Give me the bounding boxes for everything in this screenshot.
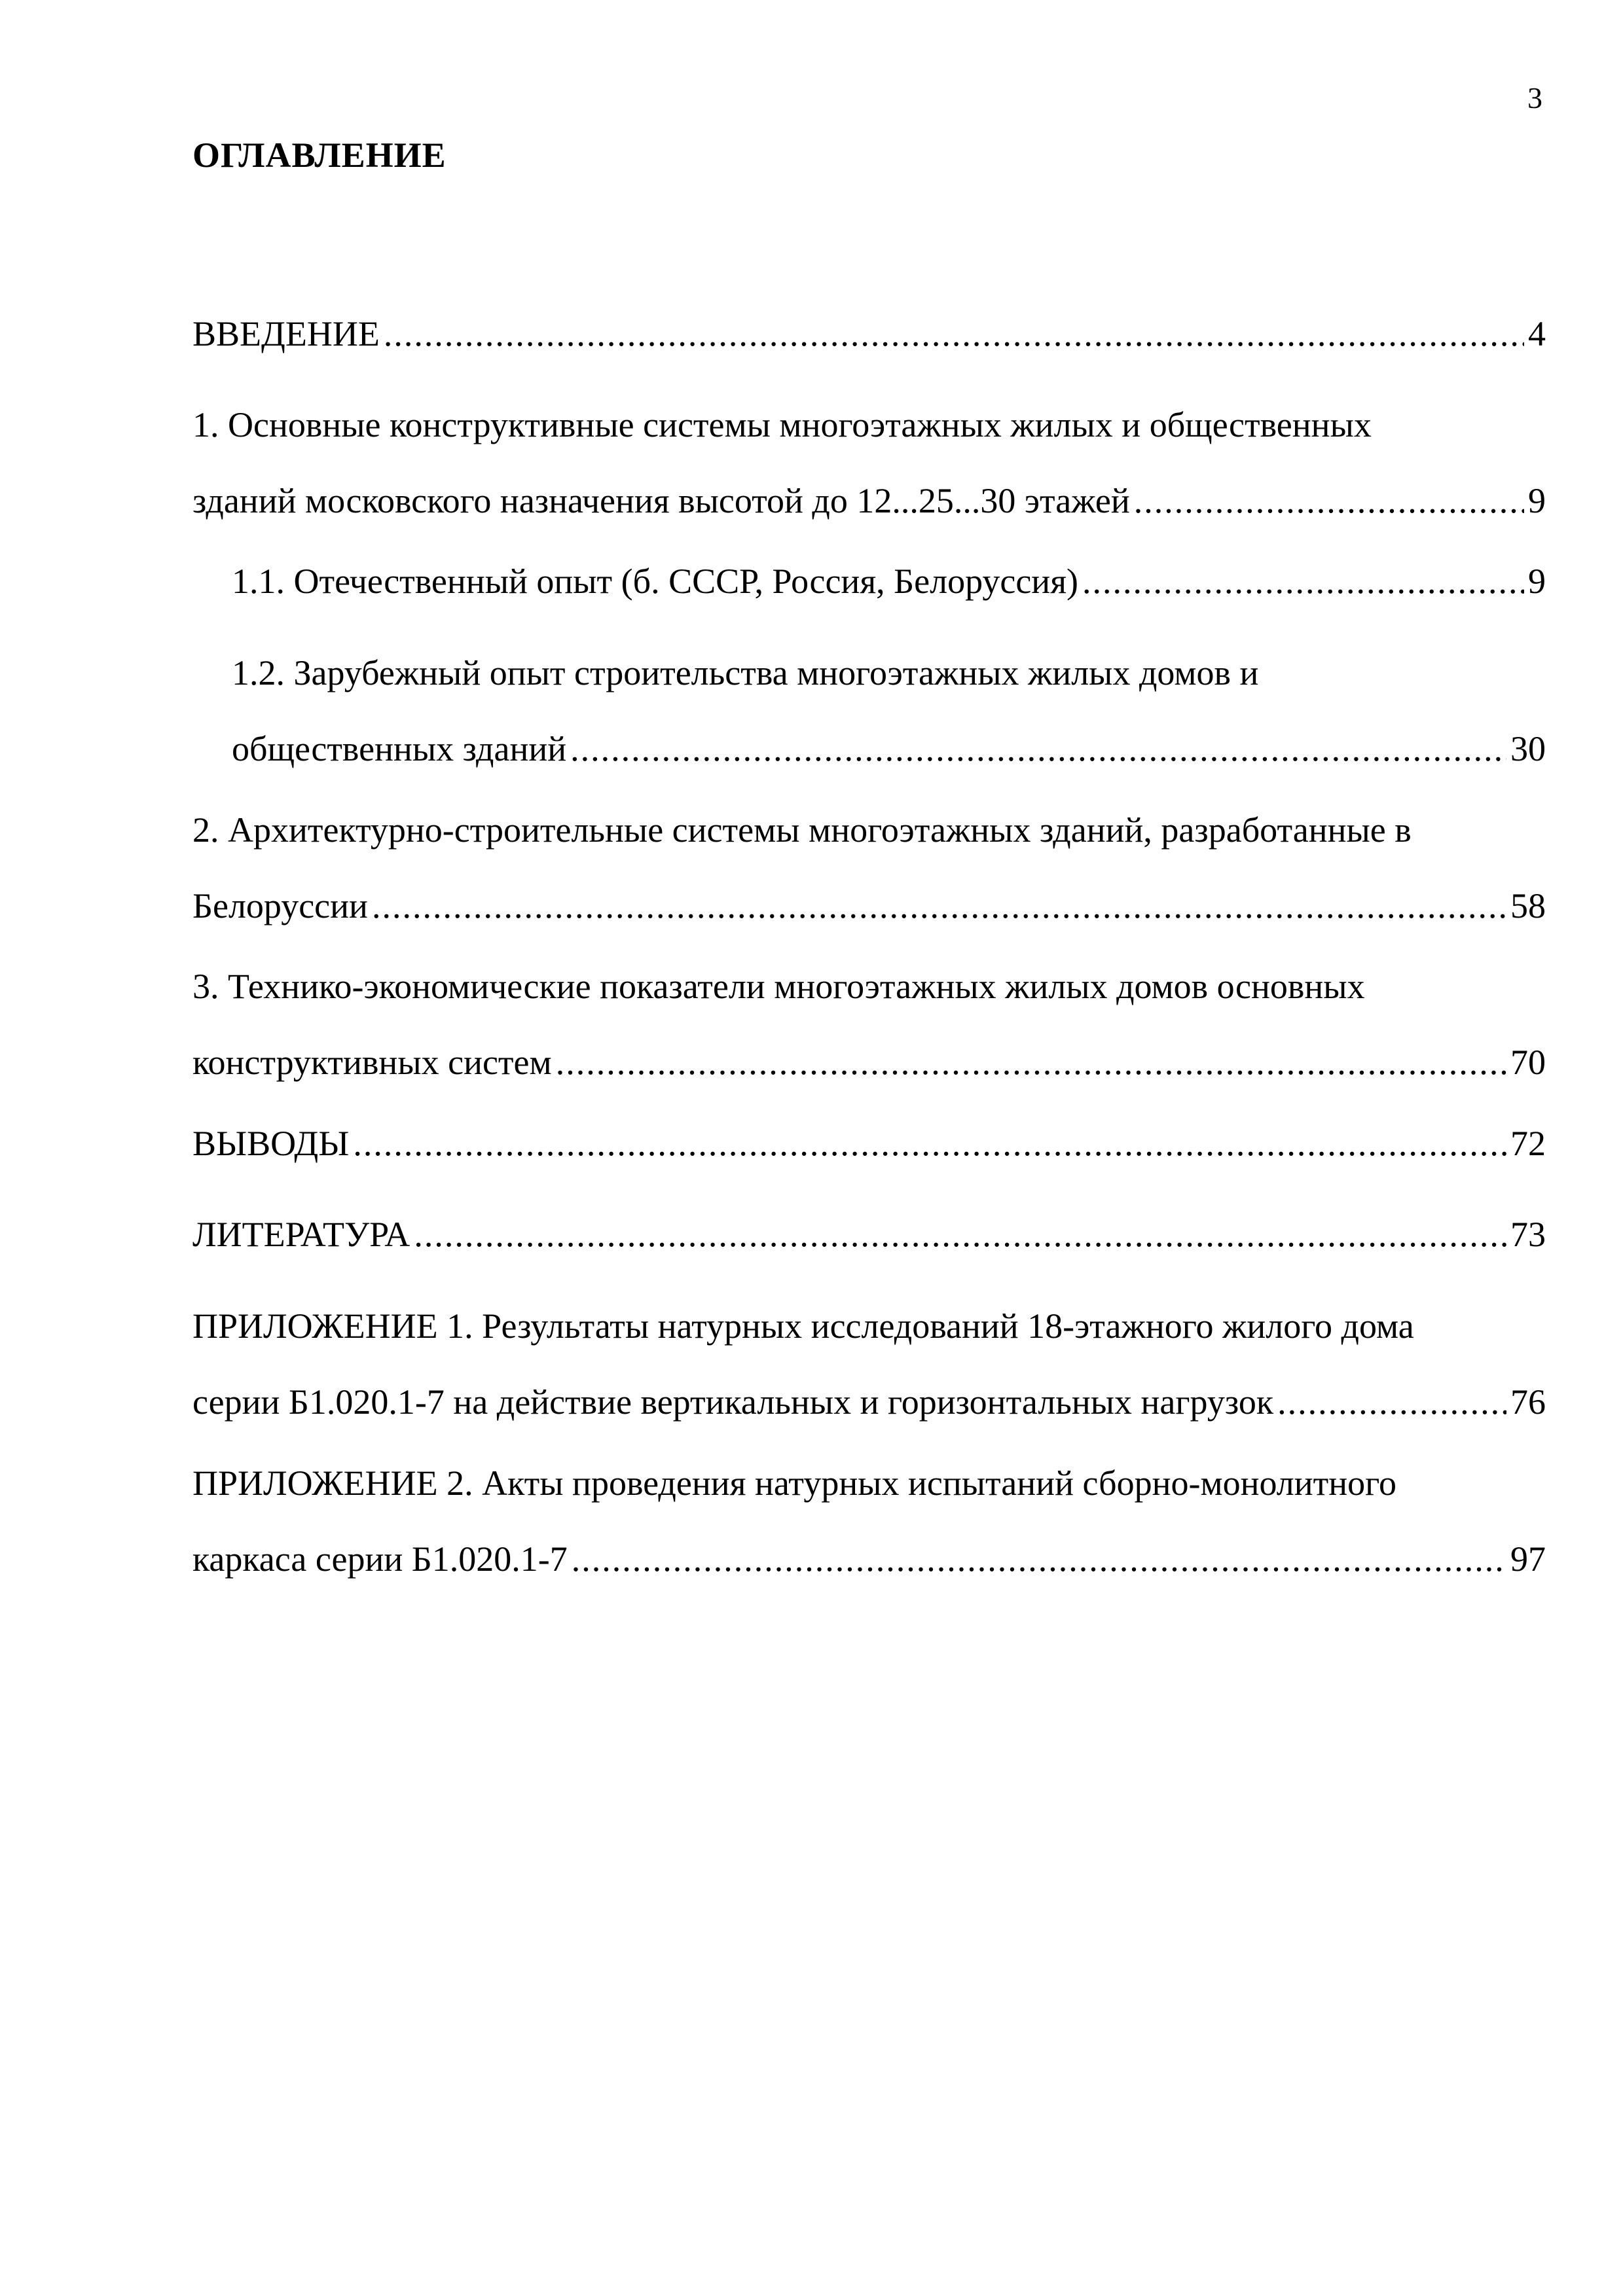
toc-page-number: 97 xyxy=(1510,1539,1546,1579)
toc-entry-conclusions[interactable] xyxy=(192,1122,1546,1164)
toc-entry-text: общественных зданий xyxy=(232,729,567,768)
toc-page-number: 9 xyxy=(1528,562,1546,601)
toc-entry-line xyxy=(192,1213,1546,1255)
dot-leader xyxy=(353,1122,1506,1164)
toc-page-number: 72 xyxy=(1510,1124,1546,1163)
toc-entry-text: зданий московского назначения высотой до 12...25...30 этажей xyxy=(192,481,1130,520)
toc-entry-line xyxy=(192,1041,1546,1083)
toc-page-number: 70 xyxy=(1510,1043,1546,1082)
toc-page-number: 76 xyxy=(1510,1382,1546,1422)
toc-entry-text: конструктивных систем xyxy=(192,1043,552,1082)
toc-entry-text: 2. Архитектурно-строительные системы многоэтажных зданий, разработанные в xyxy=(192,810,1412,850)
toc-entry-text: 1.2. Зарубежный опыт строительства многоэтажных жилых домов и xyxy=(232,653,1259,692)
toc-entry-text: 3. Технико-экономические показатели многоэтажных жилых домов основных xyxy=(192,967,1365,1006)
toc-entry-line xyxy=(232,560,1546,602)
toc-entry-appendix-1[interactable] xyxy=(192,1305,1546,1423)
dot-leader xyxy=(414,1213,1506,1255)
toc-entry-text: каркаса серии Б1.020.1-7 xyxy=(192,1539,568,1579)
toc-page-number: 4 xyxy=(1528,314,1546,353)
dot-leader xyxy=(1277,1381,1506,1423)
toc-entry-text: ВВЕДЕНИЕ xyxy=(192,314,380,353)
toc-entry-text: Белоруссии xyxy=(192,886,368,925)
toc-entry-line xyxy=(192,480,1546,522)
dot-leader xyxy=(372,885,1506,927)
toc-entry-line xyxy=(192,1381,1546,1423)
dot-leader xyxy=(556,1041,1506,1083)
toc-entry-text: ПРИЛОЖЕНИЕ 1. Результаты натурных исследований 18-этажного жилого дома xyxy=(192,1306,1414,1346)
toc-page-number: 58 xyxy=(1510,886,1546,925)
page-title: ОГЛАВЛЕНИЕ xyxy=(192,135,447,175)
toc-entry-literature[interactable] xyxy=(192,1213,1546,1255)
toc-entry-text: 1.1. Отечественный опыт (б. СССР, Россия, Белоруссия) xyxy=(232,562,1079,601)
toc-entry-line xyxy=(232,728,1546,770)
dot-leader xyxy=(384,313,1524,355)
dot-leader xyxy=(1082,560,1524,602)
toc-entry-line xyxy=(192,1538,1546,1580)
toc-entry-introduction[interactable] xyxy=(192,313,1546,355)
toc-entry-text: 1. Основные конструктивные системы многоэтажных жилых и общественных xyxy=(192,405,1372,444)
toc-page-number: 73 xyxy=(1510,1215,1546,1254)
page-number: 3 xyxy=(1527,81,1542,115)
toc-entry-line xyxy=(192,313,1546,355)
toc-page-number: 30 xyxy=(1510,729,1546,768)
toc-entry-section-1-2[interactable] xyxy=(232,652,1546,770)
dot-leader xyxy=(572,1538,1506,1580)
toc-entry-section-1-1[interactable] xyxy=(232,560,1546,602)
toc-page-number: 9 xyxy=(1528,481,1546,520)
toc-entry-appendix-2[interactable] xyxy=(192,1462,1546,1580)
toc-entry-line xyxy=(192,1122,1546,1164)
toc-entry-chapter-3[interactable] xyxy=(192,965,1546,1083)
toc-entry-text: серии Б1.020.1-7 на действие вертикальных и горизонтальных нагрузок xyxy=(192,1382,1274,1422)
toc-entry-text: ВЫВОДЫ xyxy=(192,1124,350,1163)
toc-entry-text: ЛИТЕРАТУРА xyxy=(192,1215,410,1254)
toc-entry-chapter-1[interactable] xyxy=(192,404,1546,522)
toc-entry-text: ПРИЛОЖЕНИЕ 2. Акты проведения натурных испытаний сборно-монолитного xyxy=(192,1463,1396,1503)
toc-entry-chapter-2[interactable] xyxy=(192,809,1546,927)
dot-leader xyxy=(1134,480,1524,522)
dot-leader xyxy=(570,728,1506,770)
toc-entry-line xyxy=(192,885,1546,927)
